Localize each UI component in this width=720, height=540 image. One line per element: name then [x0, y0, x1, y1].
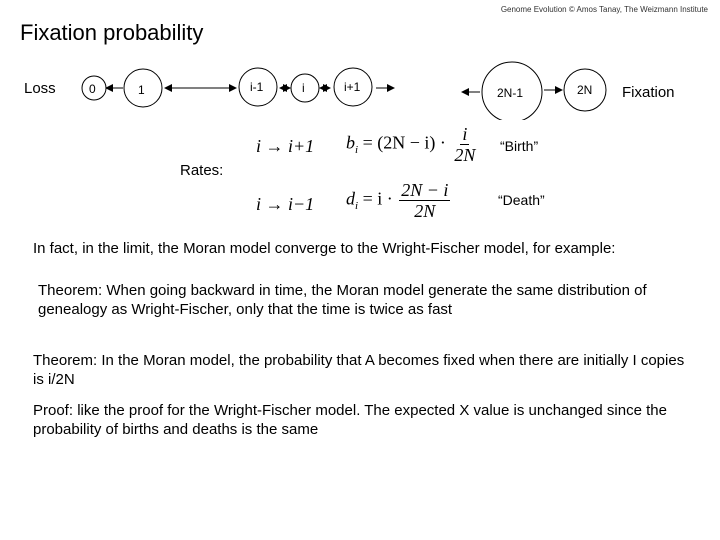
birth-from: i: [256, 136, 262, 156]
theorem2-body: : In the Moran model, the probability that A becomes fixed when there are initially I copies is i/2N: [33, 352, 685, 388]
intro-paragraph: In fact, in the limit, the Moran model converge to the Wright-Fischer model, for example:: [33, 240, 616, 257]
node-label-im1: i-1: [250, 80, 264, 94]
node-label-2nm1: 2N-1: [497, 86, 524, 100]
birth-rhs: = (2N − i) ·: [362, 132, 446, 153]
theorem1-paragraph: [38, 281, 698, 319]
slide-title: Fixation probability: [20, 20, 204, 45]
node-label-ip1: i+1: [344, 80, 361, 94]
rates-label: Rates:: [180, 162, 224, 179]
loss-label: Loss: [24, 80, 56, 97]
theorem2-paragraph: [33, 351, 698, 389]
death-subscript: i: [355, 200, 359, 213]
death-frac-den: 2N: [414, 201, 436, 221]
credit-line: Genome Evolution © Amos Tanay, The Weizmann Institute: [500, 5, 708, 14]
birth-frac-den: 2N: [454, 145, 476, 165]
theorem2-head: Theorem: [33, 352, 94, 369]
death-symbol: d: [346, 188, 355, 209]
death-transition: i → i−1: [256, 194, 315, 214]
node-label-2n: 2N: [577, 83, 593, 97]
theorem1-head: Theorem: [38, 282, 99, 299]
birth-to: i+1: [288, 136, 315, 156]
birth-quote: “Birth”: [500, 138, 539, 154]
death-equation: [346, 180, 452, 221]
death-to: i−1: [288, 194, 315, 214]
birth-symbol: b: [346, 132, 355, 153]
proof-body: : like the proof for the Wright-Fischer model. The expected X value is unchanged since the probability of births and deaths is the same: [33, 402, 667, 438]
birth-transition: i → i+1: [256, 136, 315, 156]
fixation-label: Fixation: [622, 84, 675, 101]
death-quote: “Death”: [498, 192, 545, 208]
proof-paragraph: [33, 401, 673, 439]
death-from: i: [256, 194, 262, 214]
chain-node-i: [291, 74, 319, 102]
birth-subscript: i: [355, 144, 359, 157]
birth-equation: [346, 124, 479, 165]
node-label-1: 1: [138, 83, 145, 97]
node-label-i: i: [302, 81, 305, 95]
birth-fraction: [452, 124, 477, 165]
birth-frac-num: i: [462, 124, 468, 144]
theorem1-body: : When going backward in time, the Moran model generate the same distribution of genealogy as Wright-Fischer, only that the time is twice as fast: [38, 282, 647, 318]
node-label-0: 0: [89, 82, 96, 96]
death-rhs: = i ·: [362, 188, 393, 209]
death-fraction: [399, 180, 450, 221]
proof-head: Proof: [33, 402, 69, 419]
death-frac-num: 2N − i: [401, 180, 449, 200]
